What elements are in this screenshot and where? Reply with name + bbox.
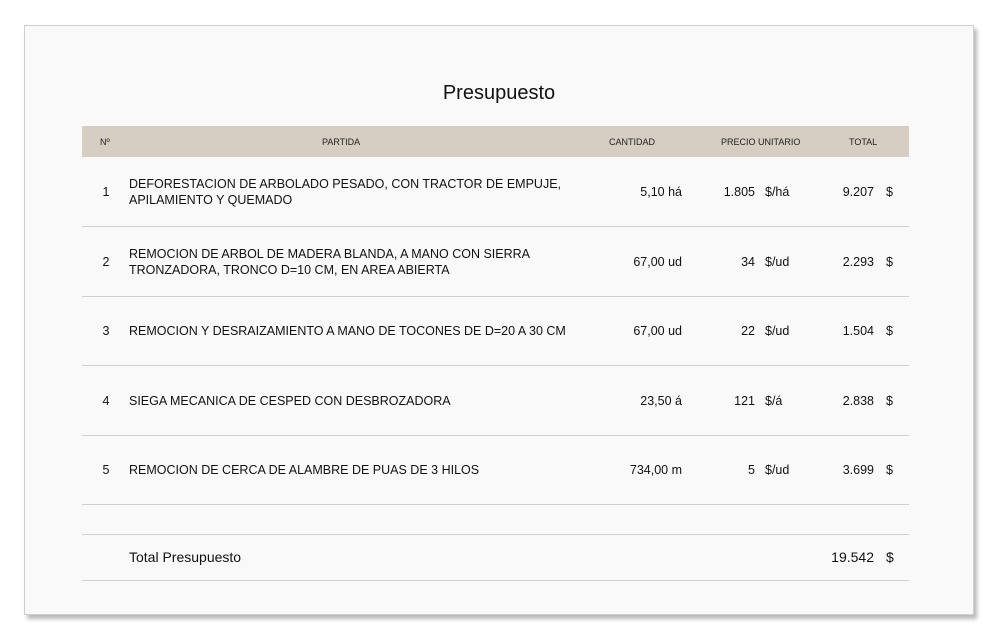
header-cantidad: CANTIDAD <box>609 137 656 147</box>
total-currency: $ <box>886 549 894 565</box>
header-num: Nº <box>100 137 110 147</box>
row-number: 2 <box>102 254 110 269</box>
row-unit-price: 34 <box>741 254 755 269</box>
row-price-unit: $/ud <box>765 462 790 477</box>
row-unit-price: 5 <box>748 462 755 477</box>
row-total: 3.699 <box>842 462 874 477</box>
row-number: 1 <box>102 184 110 199</box>
row-description: DEFORESTACION DE ARBOLADO PESADO, CON TRACTOR DE EMPUJE, APILAMIENTO Y QUEMADO <box>129 176 562 207</box>
empty-row <box>82 505 909 535</box>
row-quantity: 734,00 m <box>629 462 682 477</box>
budget-sheet <box>24 25 974 615</box>
table-row <box>82 227 909 297</box>
table-row <box>82 435 909 505</box>
row-price-unit: $/á <box>765 393 783 408</box>
row-description: SIEGA MECANICA DE CESPED CON DESBROZADORA <box>129 393 451 408</box>
row-price-unit: $/há <box>765 184 790 199</box>
header-precio-unitario: PRECIO UNITARIO <box>721 137 801 147</box>
row-unit-price: 1.805 <box>723 184 755 199</box>
row-number: 5 <box>102 462 110 477</box>
total-row <box>82 534 909 581</box>
row-quantity: 5,10 há <box>640 184 682 199</box>
row-total: 2.838 <box>842 393 874 408</box>
row-unit-price: 22 <box>741 323 755 338</box>
table-row <box>82 366 909 436</box>
header-total: TOTAL <box>849 137 878 147</box>
row-price-unit: $/ud <box>765 323 790 338</box>
row-currency: $ <box>886 254 893 269</box>
row-unit-price: 121 <box>734 393 755 408</box>
row-quantity: 67,00 ud <box>633 323 682 338</box>
row-currency: $ <box>886 184 893 199</box>
row-description: REMOCION DE ARBOL DE MADERA BLANDA, A MANO CON SIERRA TRONZADORA, TRONCO D=10 CM, EN AREA ABIERTA <box>129 246 530 277</box>
table-header <box>82 126 909 157</box>
row-description: REMOCION Y DESRAIZAMIENTO A MANO DE TOCONES DE D=20 A 30 CM <box>129 323 566 338</box>
header-partida: PARTIDA <box>322 137 361 147</box>
row-number: 4 <box>102 393 110 408</box>
row-currency: $ <box>886 323 893 338</box>
table-row <box>82 296 909 366</box>
page-title: Presupuesto <box>442 82 556 104</box>
row-total: 9.207 <box>842 184 874 199</box>
row-currency: $ <box>886 393 893 408</box>
total-value: 19.542 <box>831 549 874 565</box>
row-number: 3 <box>102 323 110 338</box>
row-total: 2.293 <box>842 254 874 269</box>
row-quantity: 67,00 ud <box>633 254 682 269</box>
row-quantity: 23,50 á <box>640 393 682 408</box>
row-currency: $ <box>886 462 893 477</box>
row-description: REMOCION DE CERCA DE ALAMBRE DE PUAS DE 3 HILOS <box>129 462 480 477</box>
row-price-unit: $/ud <box>765 254 790 269</box>
table-row <box>82 157 909 227</box>
total-label: Total Presupuesto <box>129 549 242 565</box>
row-total: 1.504 <box>842 323 874 338</box>
